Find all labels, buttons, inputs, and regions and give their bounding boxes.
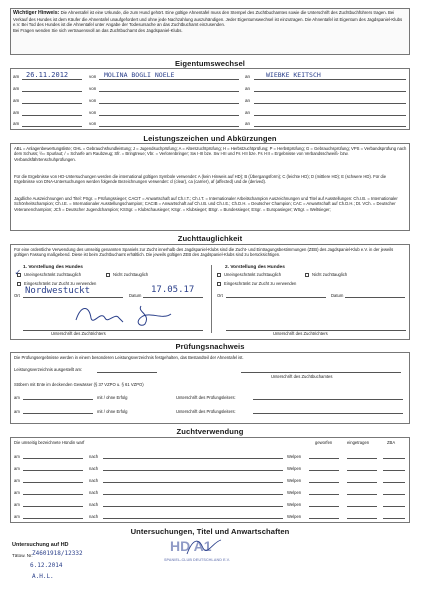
an-label: an — [245, 121, 251, 126]
born-line — [309, 474, 339, 483]
hd-exam-label: Untersuchung auf HD — [12, 542, 69, 548]
signature-caption: Unterschrift des Zuchtrichters — [51, 331, 106, 336]
to-line — [254, 118, 406, 127]
judge-signature-line — [253, 405, 403, 414]
born-line — [309, 510, 339, 519]
ownership-row — [10, 95, 410, 105]
to-line — [254, 107, 406, 116]
first-presentation-title: 1. Vorstellung des Hundes — [23, 265, 83, 270]
from-line — [99, 83, 239, 92]
list-issued-line — [97, 364, 157, 373]
an-label: an — [245, 98, 251, 103]
stamp-subtitle: SPANIEL-CLUB DEUTSCHLAND E.V. — [164, 558, 230, 562]
after-label: nach — [89, 478, 99, 483]
sire-line — [103, 486, 283, 495]
pedigree-back-page — [10, 8, 412, 594]
registered-line — [347, 486, 377, 495]
zba-line — [383, 498, 405, 507]
born-line — [309, 498, 339, 507]
date-line — [23, 510, 83, 519]
puppies-label: Welpen — [287, 490, 302, 495]
after-label: nach — [89, 514, 99, 519]
ownership-title: Eigentumswechsel — [175, 59, 245, 68]
sire-line — [103, 450, 283, 459]
date-line-2 — [345, 289, 405, 298]
unrestricted-checkbox-2[interactable] — [217, 273, 221, 277]
restricted-label: Eingeschränkt zur Zucht zu verwenden — [24, 281, 97, 286]
date-value: 17.05.17 — [151, 285, 195, 295]
am-label: am — [14, 409, 20, 414]
am-label: am — [14, 395, 20, 400]
restricted-checkbox-2[interactable] — [217, 282, 221, 286]
to-line — [254, 95, 406, 104]
am-label: am — [13, 86, 20, 91]
judge-signature-label: Unterschrift des Prüfungsleiters: — [176, 409, 236, 414]
shot-test-label: Stöbern mit Ente im deckenden Gewässer (§ 37 VZPO u. § 61 VZPO) — [14, 382, 144, 387]
second-presentation-title: 2. Vorstellung des Hundes — [225, 265, 285, 270]
breeding-use-section — [10, 437, 410, 523]
puppies-label: Welpen — [287, 502, 302, 507]
breeding-fitness-section — [10, 244, 410, 340]
tests-title: Prüfungsnachweis — [175, 342, 245, 351]
am-label: am — [14, 466, 20, 471]
restricted-label-2: Eingeschränkt zur Zucht zu verwenden — [224, 281, 297, 286]
zba-line — [383, 474, 405, 483]
date-line — [22, 83, 82, 92]
not-fit-checkbox[interactable] — [106, 273, 110, 277]
zba-header: ZBA — [387, 440, 396, 445]
sire-line — [103, 510, 283, 519]
performance-abbr: ABL = Anlagenbewertungsliste; GHL = Gebrauchshundleistung; J = Jugendsuchprüfung; A = Alterszuchtprüfung; H = Herbstzuchtprüfung; P = Herbstprüfung; G = Gebrauchsprüfung; VPS = Verbandsprüfung nach dem Schuss; ½= Spurlaut; / = Scharfe am Raubzeug; Sfr. = Bringtreue; Vbr. = Verlorenbringer; Sw I-III bze. Sw I-III und Fs I-III bze. Fs I-III = Ergebnisse von Verbandsschweiß- bzw. Verbandsfährtenschuhprüfungen. — [14, 146, 407, 162]
zba-line — [383, 462, 405, 471]
sire-line — [103, 462, 283, 471]
von-label: von — [89, 98, 97, 103]
date-line — [23, 391, 93, 400]
notice-line2: Bei Fragen wenden Sie sich vertrauensvoll an das Zuchtbuchamt des Jagdspaniel-Klubs. — [13, 27, 183, 33]
performance-title: Leistungszeichen und Abkürzungen — [143, 134, 277, 143]
from-line — [99, 95, 239, 104]
born-header: geworfen — [315, 440, 333, 445]
registered-line — [347, 462, 377, 471]
unrestricted-label: Uneingeschränkt zuchttauglich — [24, 272, 82, 277]
signature-line — [23, 322, 203, 331]
check-mark-icon: ✓ — [15, 268, 21, 278]
zba-line — [383, 486, 405, 495]
registered-line — [347, 474, 377, 483]
date-line — [23, 462, 83, 471]
performance-section — [10, 143, 410, 231]
von-label: von — [89, 121, 97, 126]
am-label: am — [14, 490, 20, 495]
ownership-row — [10, 118, 410, 128]
von-label: von — [89, 86, 97, 91]
judge-signature-label: Unterschrift des Prüfungsleiters: — [176, 395, 236, 400]
ownership-date: 26.11.2012 — [26, 71, 69, 79]
not-fit-checkbox-2[interactable] — [305, 273, 309, 277]
restricted-checkbox[interactable] — [17, 282, 21, 286]
am-label: am — [14, 514, 20, 519]
stamp-signature-icon — [185, 534, 225, 560]
not-fit-label-2: Nicht zuchttauglich — [312, 272, 348, 277]
puppies-label: Welpen — [287, 466, 302, 471]
am-label: am — [13, 74, 20, 79]
date-line — [23, 450, 83, 459]
date-line — [22, 107, 82, 116]
from-line — [99, 107, 239, 116]
signature-caption-2: Unterschrift des Zuchtrichters — [273, 331, 328, 336]
zba-line — [383, 510, 405, 519]
puppies-label: Welpen — [287, 478, 302, 483]
tattoo-value: Z4601918/12332 — [32, 550, 83, 557]
am-label: am — [14, 502, 20, 507]
to-line — [254, 83, 406, 92]
tests-section — [10, 352, 410, 424]
von-label: von — [89, 74, 97, 79]
date-line — [22, 95, 82, 104]
date-line — [22, 118, 82, 127]
important-notice — [10, 8, 410, 55]
after-label: nach — [89, 466, 99, 471]
breeding-use-headline: Die umseitig bezeichnete Hündin warf — [14, 440, 85, 445]
place-line-2 — [226, 289, 326, 298]
registered-line — [347, 510, 377, 519]
place-label-2: Ort — [217, 293, 223, 298]
sire-line — [103, 498, 283, 507]
tattoo-label: Tätow. Nr. — [12, 553, 33, 558]
date-label-2: Datum — [331, 293, 344, 298]
place-value: Nordwestuckt — [25, 286, 91, 296]
breeding-fitness-title: Zuchttauglichkeit — [177, 234, 243, 243]
ownership-row — [10, 71, 410, 81]
registered-line — [347, 450, 377, 459]
office-signature-label: Unterschrift des Zuchtbuchamtes — [271, 374, 333, 379]
an-label: an — [245, 110, 251, 115]
column-divider — [211, 265, 212, 333]
signature-line-2 — [226, 322, 406, 331]
date-label: Datum — [129, 293, 142, 298]
from-line — [99, 118, 239, 127]
zba-line — [383, 450, 405, 459]
after-label: nach — [89, 502, 99, 507]
breeding-intro: Für eine ordentliche Verwendung des umseitig genannten Spaniels zur Zucht innerhalb des Jagdspaniel-Klubs sind die Zucht- und Eintragungsbestimmungen (ZEB) des Jagdspaniel-Klub e.V. in der jeweils gültigen Fassung maßgebend. Diese ist beim Zuchtbuchamt erhältlich. Die jeweils gültigen ZEB des Jagdspaniel-Klubs sind zu berücksichtigen. — [14, 247, 394, 258]
performance-titles: Jagdliche Auszeichnungen und Titel: PSgr. = Prüfungssieger; CACIT = Anwartschaft auf Ch.I.T.; Ch.I.T. = Internationaler Arbeitschampion Auszeichnungen und Titel auf Ausstellungen: Ch.I.B. = Internationaler Schönheitschampion; Ch.I.E. = Internationaler Ausstellungschampion; CACIB = Anwartschaft auf Ch.I.B. und Ch.I.E.; Ch.D.H. = Deutscher Champion; CAC = Anwartschaft auf Ch.D.H.; Dt. VCh. = Deutscher Veteranenchampion; JCh = Deutscher Jugendchampion; KSSgr. = Klubschausieger; KSgr. = Klubsieger; BSgr. = Bundessieger; ESgr. = Europasieger; WSgr. = Weltsieger; — [14, 196, 398, 212]
date-line — [23, 405, 93, 414]
born-line — [309, 450, 339, 459]
hd-date-value: 6.12.2014 — [30, 562, 63, 569]
sire-line — [103, 474, 283, 483]
breeding-use-title: Zuchtverwendung — [176, 427, 244, 436]
am-label: am — [14, 454, 20, 459]
puppies-label: Welpen — [287, 514, 302, 519]
result-label: mit / ohne Erfolg — [97, 409, 128, 414]
hd-signature-value: A.H.L. — [32, 573, 54, 580]
place-label: Ort — [14, 293, 20, 298]
registered-line — [347, 498, 377, 507]
date-line — [23, 486, 83, 495]
not-fit-label: Nicht zuchttauglich — [113, 272, 149, 277]
ownership-row — [10, 107, 410, 117]
ownership-row — [10, 83, 410, 93]
date-line — [23, 498, 83, 507]
office-signature-line — [241, 364, 401, 373]
am-label: am — [13, 110, 20, 115]
tests-intro: Die Prüfungsergebnisse werden in einem besonderen Leistungsverzeichnis festgehalten, das Bestandteil der Ahnentafel ist. — [14, 355, 244, 360]
notice-text: Die Ahnentafel ist eine Urkunde, die zum Hund gehört. Eine gültige Ahnentafel muss den Stempel des Zuchtbuchamtes sowie die Unterschrift des Zuchtbuchführers tragen. Bei Verkauf des Hundes ist dem Käufer die Ahnentafel unaufgefordert und ohne jede Nachzahlung auszuhändigen. Jeder Eigentumswechsel ist einzutragen. Die Ahnentafel ist Eigentum des Jagdspaniel-Klubs e.V. Bei Tod des Hundes ist die Ahnentafel unter Angabe der Todesursache an das Zuchtbuchamt einzusenden. — [13, 10, 403, 28]
an-label: an — [245, 74, 251, 79]
notice-title: Wichtiger Hinweis: — [13, 10, 60, 16]
am-label: am — [14, 478, 20, 483]
von-label: von — [89, 110, 97, 115]
exams-title: Untersuchungen, Titel und Anwartschaften — [130, 527, 290, 536]
date-line — [23, 474, 83, 483]
born-line — [309, 462, 339, 471]
ownership-to: WIEBKE KEITSCH — [266, 71, 321, 79]
judge-signature-line — [253, 391, 403, 400]
unrestricted-label-2: Uneingeschränkt zuchttauglich — [224, 272, 282, 277]
after-label: nach — [89, 454, 99, 459]
after-label: nach — [89, 490, 99, 495]
ownership-from: MOLINA BOGLI NOELE — [104, 71, 175, 79]
registered-header: eingetragen — [347, 440, 370, 445]
am-label: am — [13, 121, 20, 126]
puppies-label: Welpen — [287, 454, 302, 459]
hd-stamp: HD A1 — [170, 538, 212, 554]
performance-hd-dna: Für die Ergebnisse von HD-Untersuchungen werden die international gültigen Symbole verwendet: A (kein Hinweis auf HD); B (Übergangsform); C (leichte HD); D (mittlere HD); E (schwere HD). Für die Ergebnisse von DNA-Untersuchungen werden folgende Bezeichnungen verwendet: cl (clear), ca (carrier), af (affected) und de (derived). — [14, 174, 387, 185]
born-line — [309, 486, 339, 495]
result-label: mit / ohne Erfolg — [97, 395, 128, 400]
list-issued-label: Leistungsverzeichnis ausgestellt am: — [14, 367, 83, 372]
am-label: am — [13, 98, 20, 103]
an-label: an — [245, 86, 251, 91]
